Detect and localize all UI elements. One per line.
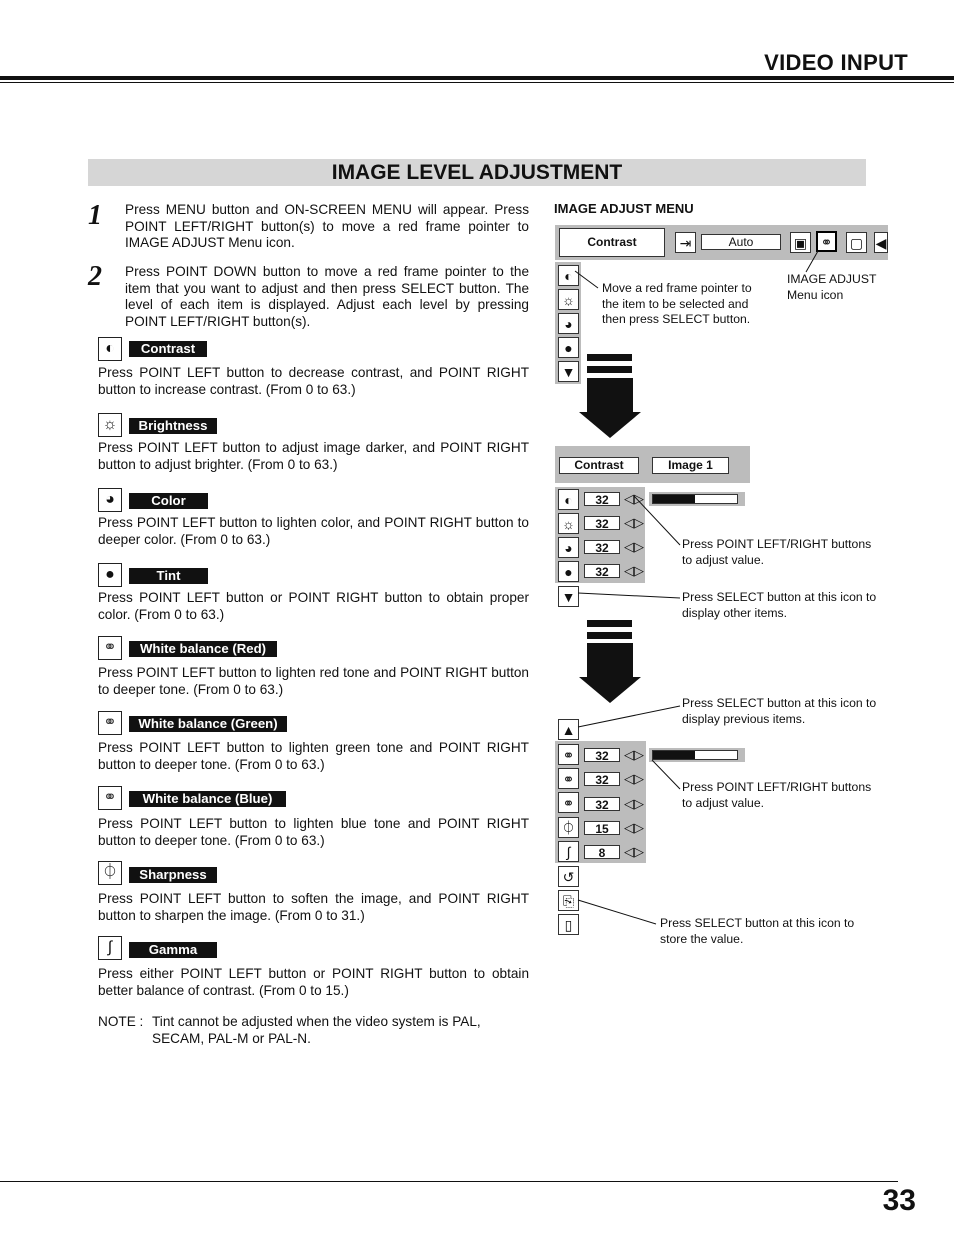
note-text-line1: Tint cannot be adjusted when the video system is PAL, [152,1014,481,1029]
white-balance-blue-icon: ⚭ [98,786,122,810]
left-right-arrows-icon[interactable]: ◁▷ [624,515,644,530]
white-balance-green-label: White balance (Green) [129,716,287,732]
image-adjust-menu-icon[interactable]: ⚭ [816,231,837,252]
top-menu-mode-label[interactable]: Contrast [559,228,665,257]
contrast-icon[interactable]: ◐ [558,265,579,286]
callout-adjust-1: Press POINT LEFT/RIGHT buttons to adjust value. [682,537,872,567]
gamma-value: 8 [584,845,620,859]
contrast-label: Contrast [129,341,207,357]
step-2-number: 2 [88,261,102,292]
menu-left-arrow-icon: ◀ [874,232,888,253]
white-balance-green-icon: ⚭ [98,711,122,735]
callout-next: Press SELECT button at this icon to display other items. [682,590,877,620]
left-right-arrows-icon[interactable]: ◁▷ [624,563,644,578]
sharpness-icon: ⏀ [98,861,122,885]
callout-adjust-2: Press POINT LEFT/RIGHT buttons to adjust value. [682,780,872,810]
contrast-description: Press POINT LEFT button to decrease contrast, and POINT RIGHT button to increase contrast. (From 0 to 63.) [98,365,529,397]
brightness-value: 32 [584,516,620,530]
callout-pointer: Move a red frame pointer to the item to be selected and then press SELECT button. [602,281,752,327]
footer-rule [0,1181,898,1182]
white-balance-green-value: 32 [584,772,620,786]
contrast-icon: ◐ [98,337,122,361]
step-2-text: Press POINT DOWN button to move a red frame pointer to the item that you want to adjust and then press SELECT button. The level of each item is displayed. Adjust each level by pressing POINT LEFT/RIGHT button(s). [125,264,529,329]
callout-store: Press SELECT button at this icon to store the value. [660,916,855,946]
page-title: IMAGE LEVEL ADJUSTMENT [88,159,866,186]
white-balance-red-label: White balance (Red) [129,641,277,657]
brightness-icon[interactable]: ☼ [558,513,579,534]
brightness-icon: ☼ [98,413,122,437]
step-1-text: Press MENU button and ON-SCREEN MENU will appear. Press POINT LEFT/RIGHT button(s) to move a red frame pointer to IMAGE ADJUST Menu icon. [125,202,529,251]
sharpness-description: Press POINT LEFT button to soften the image, and POINT RIGHT button to sharpen the image. (From 0 to 31.) [98,891,529,923]
panel1-mode-label: Contrast [559,457,639,474]
quit-icon[interactable]: ▯ [558,914,579,935]
color-value: 32 [584,540,620,554]
tint-icon: ● [98,563,122,587]
white-balance-blue-label: White balance (Blue) [129,791,286,807]
color-icon[interactable]: ◕ [558,537,579,558]
white-balance-blue-description: Press POINT LEFT button to lighten blue tone and POINT RIGHT button to deeper tone. (From 0 to 63.) [98,816,529,848]
brightness-label: Brightness [129,418,217,434]
top-menu-auto-label[interactable]: Auto [701,234,781,250]
brightness-description: Press POINT LEFT button to adjust image darker, and POINT RIGHT button to adjust brighter. (From 0 to 63.) [98,440,529,472]
note-prefix: NOTE : [98,1014,144,1029]
scroll-down-icon[interactable]: ▼ [558,361,579,382]
setting-icon: ▢ [846,232,867,253]
section-title: VIDEO INPUT [764,50,908,75]
left-right-arrows-icon[interactable]: ◁▷ [624,771,644,786]
left-right-arrows-icon[interactable]: ◁▷ [624,491,644,506]
gamma-icon[interactable]: ∫ [558,841,579,862]
scroll-up-icon[interactable]: ▲ [558,719,579,740]
store-icon[interactable]: ⎘ [558,890,579,911]
white-balance-red-value: 32 [584,748,620,762]
color-icon: ◕ [98,488,122,512]
left-right-arrows-icon[interactable]: ◁▷ [624,820,644,835]
scroll-down-icon[interactable]: ▼ [558,586,579,607]
tint-description: Press POINT LEFT button or POINT RIGHT button to obtain proper color. (From 0 to 63.) [98,590,529,622]
note-text-line2: SECAM, PAL-M or PAL-N. [152,1031,311,1046]
gamma-description: Press either POINT LEFT button or POINT RIGHT button to obtain better balance of contrast. (From 0 to 15.) [98,966,529,998]
white-balance-red-description: Press POINT LEFT button to lighten red tone and POINT RIGHT button to deeper tone. (From 0 to 63.) [98,665,529,697]
panel1-image-label: Image 1 [652,457,729,474]
left-right-arrows-icon[interactable]: ◁▷ [624,747,644,762]
page-number: 33 [882,1184,916,1217]
color-icon[interactable]: ◕ [558,313,579,334]
white-balance-red-icon[interactable]: ⚭ [558,744,579,765]
brightness-icon[interactable]: ☼ [558,289,579,310]
left-right-arrows-icon[interactable]: ◁▷ [624,844,644,859]
reset-icon[interactable]: ↺ [558,866,579,887]
callout-menu-icon: IMAGE ADJUST Menu icon [787,272,877,302]
gamma-label: Gamma [129,942,217,958]
screen-icon: ▣ [790,232,811,253]
contrast-icon[interactable]: ◐ [558,489,579,510]
input-icon: ⇥ [675,232,696,253]
diagram-title: IMAGE ADJUST MENU [554,201,694,216]
sharpness-label: Sharpness [129,867,217,883]
step-1-number: 1 [88,200,102,231]
white-balance-green-icon[interactable]: ⚭ [558,768,579,789]
sharpness-icon[interactable]: ⏀ [558,817,579,838]
tint-icon[interactable]: ● [558,337,579,358]
color-description: Press POINT LEFT button to lighten color, and POINT RIGHT button to deeper color. (From 0 to 63.) [98,515,529,547]
tint-icon[interactable]: ● [558,561,579,582]
contrast-value: 32 [584,492,620,506]
white-balance-green-description: Press POINT LEFT button to lighten green tone and POINT RIGHT button to deeper tone. (From 0 to 63.) [98,740,529,772]
tint-value: 32 [584,564,620,578]
tint-label: Tint [129,568,208,584]
white-balance-red-icon: ⚭ [98,636,122,660]
callout-prev: Press SELECT button at this icon to display previous items. [682,696,877,726]
white-balance-blue-icon[interactable]: ⚭ [558,792,579,813]
white-balance-blue-value: 32 [584,797,620,811]
left-right-arrows-icon[interactable]: ◁▷ [624,539,644,554]
color-label: Color [129,493,208,509]
gamma-icon: ∫ [98,936,122,960]
left-right-arrows-icon[interactable]: ◁▷ [624,796,644,811]
sharpness-value: 15 [584,821,620,835]
